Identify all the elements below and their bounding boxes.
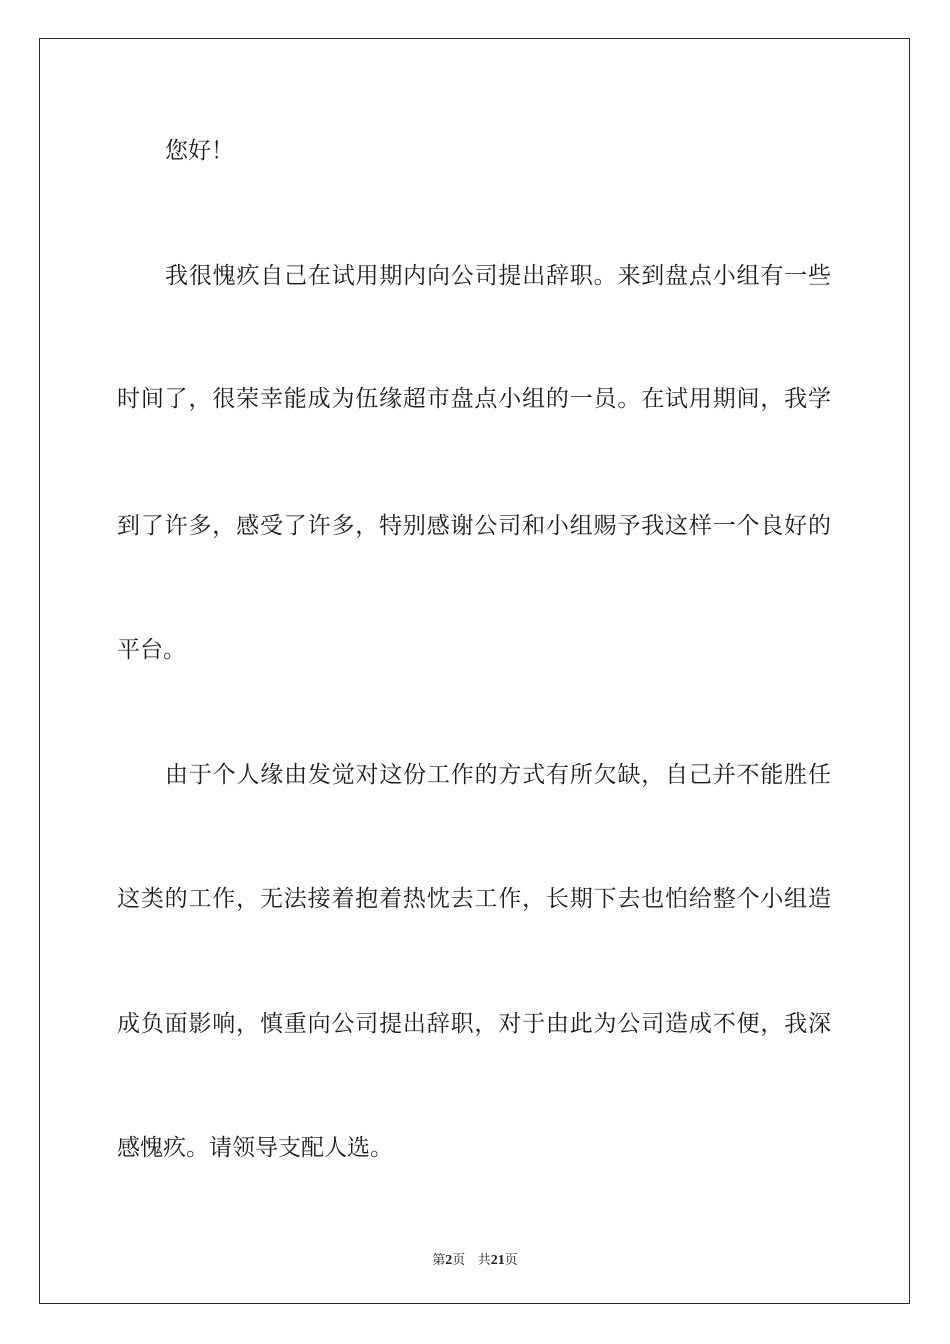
paragraph-1-line-4: 平台。 <box>117 637 186 663</box>
paragraph-1-line-1: 我很愧疚自己在试用期内向公司提出辞职。来到盘点小组有一些 <box>165 263 831 289</box>
paragraph-2-line-1: 由于个人缘由发觉对这份工作的方式有所欠缺，自己并不能胜任 <box>165 762 831 788</box>
page-suffix: 页 <box>452 1253 466 1268</box>
paragraph-2-line-4: 感愧疚。请领导支配人选。 <box>117 1135 393 1161</box>
paragraph-2-line-2: 这类的工作，无法接着抱着热忱去工作，长期下去也怕给整个小组造 <box>117 886 831 912</box>
page-prefix: 第 <box>432 1253 446 1268</box>
greeting: 您好！ <box>165 138 234 164</box>
paragraph-1-line-3: 到了许多，感受了许多，特别感谢公司和小组赐予我这样一个良好的 <box>117 513 831 539</box>
total-prefix: 共 <box>477 1253 491 1268</box>
page-number: 2 <box>445 1253 453 1268</box>
page-footer <box>0 1249 950 1269</box>
total-pages: 21 <box>490 1253 505 1268</box>
page-border <box>39 38 910 1304</box>
paragraph-2-line-3: 成负面影响，慎重向公司提出辞职，对于由此为公司造成不便，我深 <box>117 1011 831 1037</box>
total-suffix: 页 <box>504 1253 518 1268</box>
paragraph-1-line-2: 时间了，很荣幸能成为伍缘超市盘点小组的一员。在试用期间，我学 <box>117 386 831 412</box>
